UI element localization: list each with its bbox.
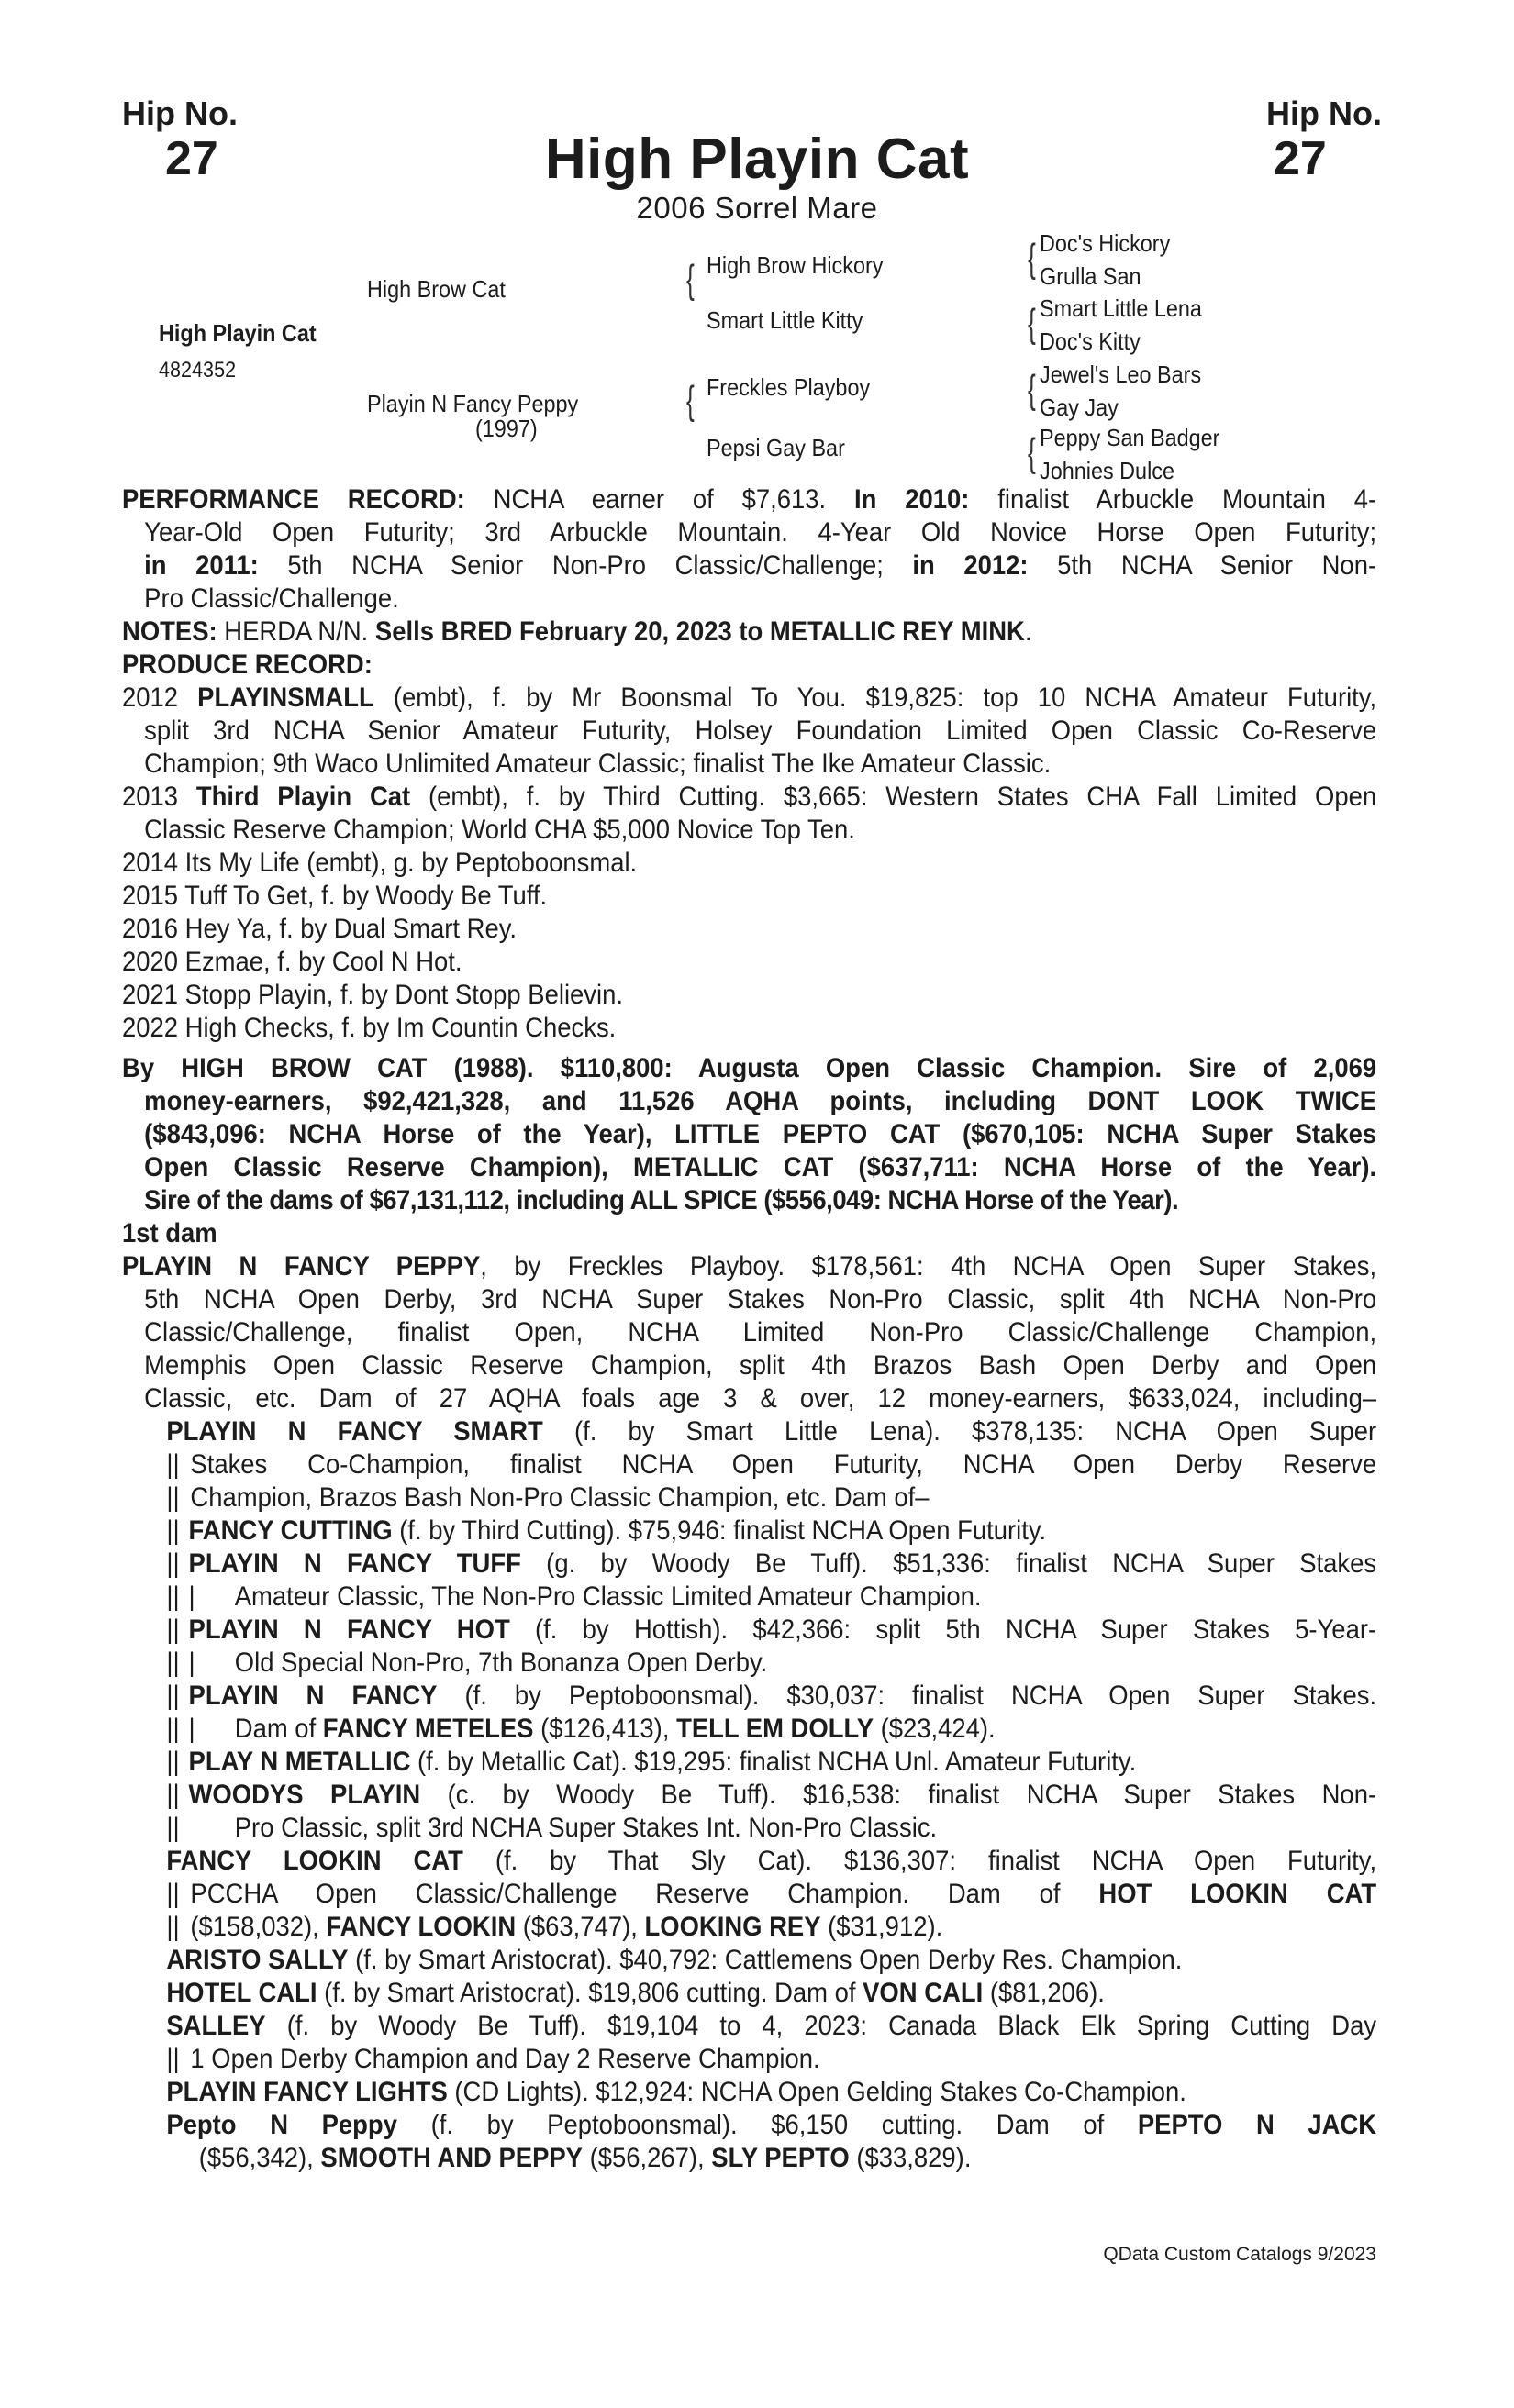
text-line: || | Amateur Classic, The Non-Pro Classic Limited Amateur Champion. (166, 1581, 982, 1612)
pedigree-g7: Peppy San Badger (1040, 424, 1220, 451)
produce-entry: 2013 Third Playin Cat (embt), f. by Third Cutting. $3,665: Western States CHA Fall Limited Open (122, 782, 1377, 812)
text-line: || | Old Special Non-Pro, 7th Bonanza Open Derby. (166, 1648, 768, 1678)
text-line: Classic/Challenge, finalist Open, NCHA Limited Non-Pro Classic/Challenge Champion, (144, 1317, 1377, 1348)
produce-entry: 2015 Tuff To Get, f. by Woody Be Tuff. (122, 881, 548, 911)
catalog-body (122, 483, 1376, 2175)
pedigree-registration: 4824352 (159, 358, 237, 383)
grand-offspring-entry: || PLAYIN N FANCY (f. by Peptoboonsmal). $30,037: finalist NCHA Open Super Stakes. (166, 1681, 1377, 1711)
grand-offspring-entry: || PLAY N METALLIC (f. by Metallic Cat). $19,295: finalist NCHA Unl. Amateur Futurity. (166, 1747, 1137, 1777)
text-line: || Pro Classic, split 3rd NCHA Super Stakes Int. Non-Pro Classic. (166, 1813, 938, 1843)
produce-entry: 2020 Ezmae, f. by Cool N Hot. (122, 947, 462, 977)
text-line: Classic Reserve Champion; World CHA $5,000 Novice Top Ten. (144, 815, 855, 845)
offspring-entry: HOTEL CALI (f. by Smart Aristocrat). $19,806 cutting. Dam of VON CALI ($81,206). (166, 1978, 1105, 2008)
text-line: Open Classic Reserve Champion), METALLIC CAT ($637,711: NCHA Horse of the Year). (144, 1152, 1377, 1182)
notes: NOTES: HERDA N/N. Sells BRED February 20, 2023 to METALLIC REY MINK. (122, 616, 1032, 647)
pedigree-g8: Johnies Dulce (1040, 457, 1174, 484)
produce-entry: 2021 Stopp Playin, f. by Dont Stopp Believin. (122, 980, 623, 1010)
text-line: Classic, etc. Dam of 27 AQHA foals age 3 & over, 12 money-earners, $633,024, including– (144, 1383, 1377, 1414)
grand-offspring-entry: || PLAYIN N FANCY HOT (f. by Hottish). $42,366: split 5th NCHA Super Stakes 5-Year- (166, 1615, 1377, 1645)
brace-icon: { (1028, 301, 1036, 346)
offspring-entry: ARISTO SALLY (f. by Smart Aristocrat). $40,792: Cattlemens Open Derby Res. Champion. (166, 1945, 1183, 1975)
text-line: in 2011: 5th NCHA Senior Non-Pro Classic/Challenge; in 2012: 5th NCHA Senior Non- (144, 550, 1377, 581)
pedigree-dam-year: (1997) (475, 415, 538, 442)
produce-record-heading: PRODUCE RECORD: (122, 649, 373, 680)
pedigree-dam-dam: Pepsi Gay Bar (707, 434, 845, 461)
horse-name-title: High Playin Cat (544, 128, 970, 191)
text-line: || PCCHA Open Classic/Challenge Reserve Champion. Dam of HOT LOOKIN CAT (166, 1879, 1377, 1909)
pedigree-sire-sire: High Brow Hickory (707, 251, 884, 279)
pedigree-g3: Smart Little Lena (1040, 294, 1202, 322)
hip-number-left: 27 (165, 132, 218, 185)
pedigree-dam-sire: Freckles Playboy (707, 373, 871, 401)
hip-label-left: Hip No. (122, 94, 238, 132)
sire-summary: By HIGH BROW CAT (1988). $110,800: Augusta Open Classic Champion. Sire of 2,069 (122, 1053, 1377, 1083)
brace-icon: { (1028, 430, 1036, 475)
offspring-entry: Pepto N Peppy (f. by Peptoboonsmal). $6,150 cutting. Dam of PEPTO N JACK (166, 2110, 1377, 2140)
first-dam-entry: PLAYIN N FANCY PEPPY, by Freckles Playboy. $178,561: 4th NCHA Open Super Stakes, (122, 1251, 1377, 1282)
footer-credit: QData Custom Catalogs 9/2023 (1103, 2244, 1376, 2265)
text-line: split 3rd NCHA Senior Amateur Futurity, Holsey Foundation Limited Open Classic Co-Reserve (144, 716, 1377, 746)
text-line: money-earners, $92,421,328, and 11,526 AQHA points, including DONT LOOK TWICE (144, 1086, 1377, 1116)
first-dam-heading: 1st dam (122, 1218, 217, 1248)
text-line: Pro Classic/Challenge. (144, 583, 399, 614)
grand-offspring-entry: || WOODYS PLAYIN (c. by Woody Be Tuff). $16,538: finalist NCHA Super Stakes Non- (166, 1780, 1377, 1810)
brace-icon: { (686, 257, 695, 302)
pedigree-sire-dam: Smart Little Kitty (707, 306, 863, 334)
pedigree-subject-name: High Playin Cat (159, 319, 317, 347)
text-line: Memphis Open Classic Reserve Champion, split 4th Brazos Bash Open Derby and Open (144, 1350, 1377, 1381)
pedigree-dam: Playin N Fancy Peppy (367, 390, 579, 417)
pedigree-sire: High Brow Cat (367, 275, 506, 303)
horse-description: 2006 Sorrel Mare (636, 191, 878, 225)
text-line: ($843,096: NCHA Horse of the Year), LITTLE PEPTO CAT ($670,105: NCHA Super Stakes (144, 1119, 1377, 1149)
grand-offspring-entry: || PLAYIN N FANCY TUFF (g. by Woody Be Tuff). $51,336: finalist NCHA Super Stakes (166, 1548, 1377, 1579)
produce-entry: 2022 High Checks, f. by Im Countin Checks. (122, 1013, 617, 1043)
text-line: || | Dam of FANCY METELES ($126,413), TELL EM DOLLY ($23,424). (166, 1714, 996, 1744)
pedigree-g1: Doc's Hickory (1040, 229, 1171, 257)
pedigree-g5: Jewel's Leo Bars (1040, 361, 1202, 388)
offspring-entry: PLAYIN N FANCY SMART (f. by Smart Little Lena). $378,135: NCHA Open Super (166, 1416, 1377, 1447)
text-line: || Champion, Brazos Bash Non-Pro Classic Champion, etc. Dam of– (166, 1482, 930, 1513)
grand-offspring-entry: || FANCY CUTTING (f. by Third Cutting). $75,946: finalist NCHA Open Futurity. (166, 1515, 1047, 1546)
text-line: || 1 Open Derby Champion and Day 2 Reserve Champion. (166, 2044, 820, 2074)
brace-icon: { (1028, 367, 1036, 412)
text-line: Year-Old Open Futurity; 3rd Arbuckle Mountain. 4-Year Old Novice Horse Open Futurity; (144, 517, 1377, 548)
performance-record: PERFORMANCE RECORD: NCHA earner of $7,613. In 2010: finalist Arbuckle Mountain 4- (122, 484, 1377, 515)
hip-number-right: 27 (1274, 132, 1327, 185)
pedigree-g2: Grulla San (1040, 262, 1141, 290)
text-line: ($56,342), SMOOTH AND PEPPY ($56,267), SLY PEPTO ($33,829). (198, 2143, 972, 2173)
text-line: 5th NCHA Open Derby, 3rd NCHA Super Stakes Non-Pro Classic, split 4th NCHA Non-Pro (144, 1284, 1377, 1315)
produce-entry: 2016 Hey Ya, f. by Dual Smart Rey. (122, 914, 518, 944)
text-line: || Stakes Co-Champion, finalist NCHA Open Futurity, NCHA Open Derby Reserve (166, 1449, 1377, 1480)
offspring-entry: FANCY LOOKIN CAT (f. by That Sly Cat). $136,307: finalist NCHA Open Futurity, (166, 1846, 1377, 1876)
pedigree-g6: Gay Jay (1040, 394, 1119, 421)
brace-icon: { (686, 378, 695, 423)
brace-icon: { (1028, 236, 1036, 281)
produce-entry: 2012 PLAYINSMALL (embt), f. by Mr Boonsmal To You. $19,825: top 10 NCHA Amateur Futurity, (122, 682, 1377, 713)
text-line: Champion; 9th Waco Unlimited Amateur Classic; finalist The Ike Amateur Classic. (144, 749, 1052, 779)
produce-entry: 2014 Its My Life (embt), g. by Peptoboonsmal. (122, 848, 638, 878)
offspring-entry: PLAYIN FANCY LIGHTS (CD Lights). $12,924: NCHA Open Gelding Stakes Co-Champion. (166, 2077, 1186, 2107)
text-line: Sire of the dams of $67,131,112, including ALL SPICE ($556,049: NCHA Horse of the Year). (144, 1185, 1179, 1215)
text-line: || ($158,032), FANCY LOOKIN ($63,747), LOOKING REY ($31,912). (166, 1912, 943, 1942)
pedigree-g4: Doc's Kitty (1040, 327, 1141, 355)
hip-label-right: Hip No. (1266, 94, 1382, 132)
offspring-entry: SALLEY (f. by Woody Be Tuff). $19,104 to 4, 2023: Canada Black Elk Spring Cutting Day (166, 2011, 1377, 2041)
